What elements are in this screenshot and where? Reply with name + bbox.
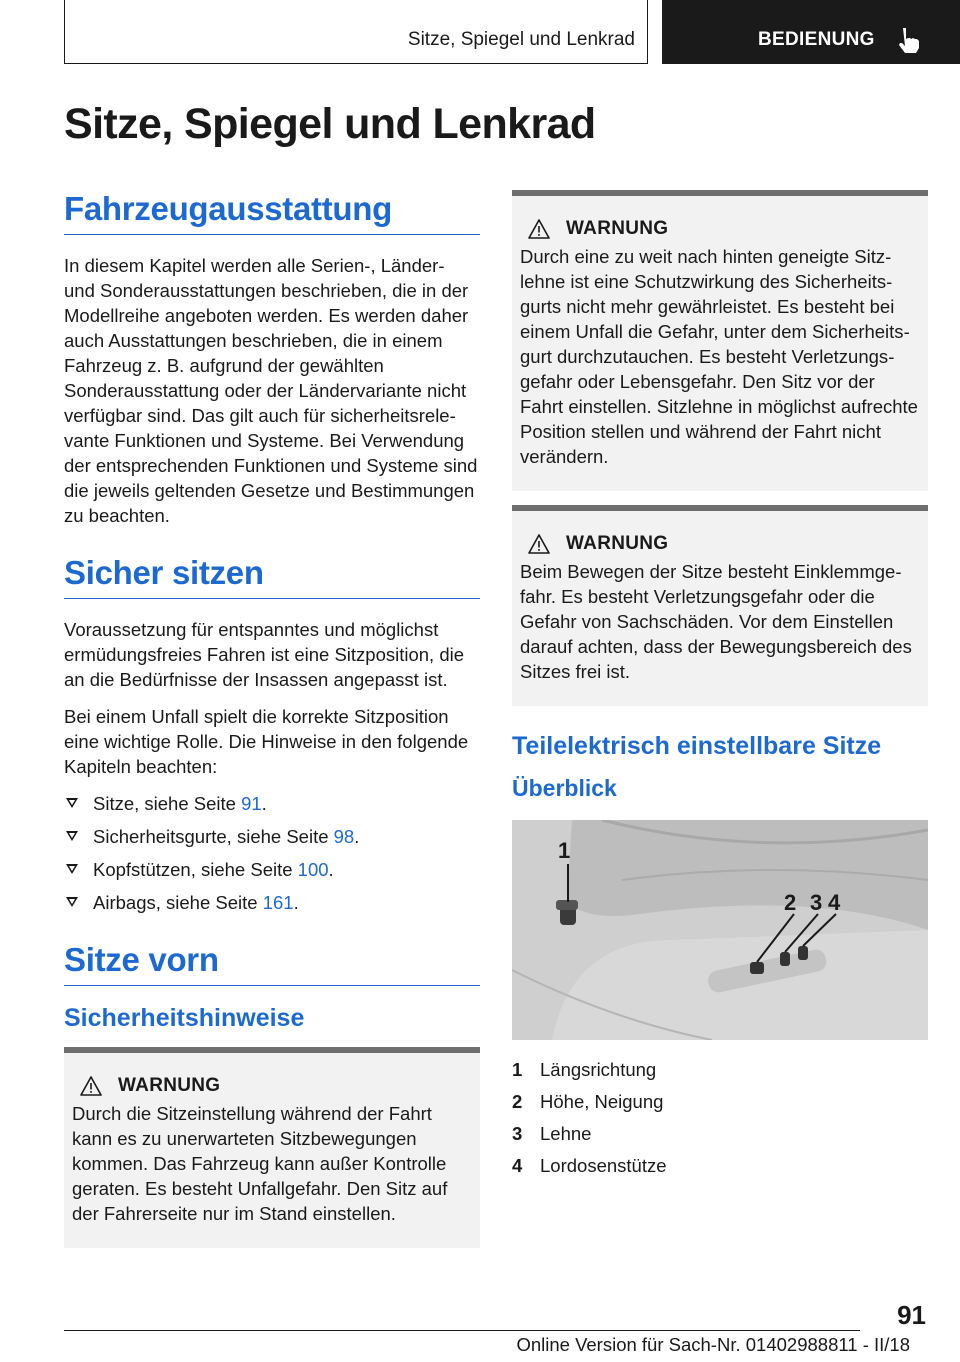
list-item: Sicherheitsgurte, siehe Seite 98. (64, 824, 480, 849)
list-item: Kopfstützen, siehe Seite 100. (64, 857, 480, 882)
figure-label-3: 3 (810, 890, 823, 915)
page-link[interactable]: 161 (262, 892, 294, 913)
header-tab-label: BEDIENUNG (758, 29, 875, 50)
warning-title: WARNUNG (118, 1075, 221, 1096)
warning-box (64, 1047, 480, 1248)
list-item: Sitze, siehe Seite 91. (64, 791, 480, 816)
legend-item: 3 Lehne (512, 1123, 592, 1144)
sitting-paragraph-1: Voraussetzung für entspanntes und möglichst ermüdungsfreies Fahren ist eine Sitzposition, die an die Bedürfnisse der Insassen angepasst ist. (64, 619, 465, 690)
warning-triangle-icon (528, 219, 550, 239)
left-column (64, 190, 480, 1262)
page-link[interactable]: 98 (333, 826, 355, 847)
page-title: Sitze, Spiegel und Lenkrad (64, 100, 596, 148)
heading-sicherheitshinweise: Sicherheitshinweise (64, 1004, 305, 1032)
warning-title: WARNUNG (566, 218, 669, 239)
footer-online-version: Online Version für Sach-Nr. 01402988811 - II/18 (516, 1334, 910, 1355)
list-item: Airbags, siehe Seite 161. (64, 890, 480, 915)
figure-label-1: 1 (558, 838, 571, 863)
heading-sitze-vorn: Sitze vorn (64, 941, 480, 986)
triangle-bullet-icon (66, 864, 78, 874)
warning-title: WARNUNG (566, 533, 669, 554)
seat-controls-figure (512, 820, 928, 1040)
warning-box (512, 190, 928, 491)
triangle-bullet-icon (66, 897, 78, 907)
header-tab-bedienung[interactable] (662, 0, 960, 64)
header-section-box (64, 0, 648, 64)
reference-list (64, 791, 480, 915)
footer-divider (64, 1330, 860, 1331)
figure-label-4: 4 (828, 890, 841, 915)
pointing-hand-icon (896, 26, 922, 54)
warning-text: Durch eine zu weit nach hinten geneigte Sitzlehne ist eine Schutzwirkung des Sicherheitsgurts nicht mehr gewährleistet. Es besteht bei einem Unfall die Gefahr, unter dem Sicherheitsgurt durchzutauchen. Es besteht Verletzungsgefahr oder Lebensgefahr. Den Sitz vor der Fahrt einstellen. Sitzlehne in möglichst aufrechte Position stellen und während der Fahrt nicht verändern. (520, 246, 918, 467)
warning-box (512, 505, 928, 706)
warning-triangle-icon (528, 534, 550, 554)
legend-item: 1 Längsrichtung (512, 1059, 657, 1080)
header-section-title: Sitze, Spiegel und Lenkrad (407, 29, 635, 50)
legend-item: 4 Lordosenstütze (512, 1155, 667, 1176)
warning-triangle-icon (80, 1076, 102, 1096)
triangle-bullet-icon (66, 798, 78, 808)
triangle-bullet-icon (66, 831, 78, 841)
figure-label-2: 2 (784, 890, 797, 915)
equipment-paragraph: In diesem Kapitel werden alle Serien-, Länder- und Sonderausstattungen beschrieben, die in der Modellreihe angeboten werden. Es werden daher auch Ausstattungen beschrieben, die in einem Fahrzeug z. B. aufgrund der gewählten Sonderausstattung oder der Ländervariante nicht verfügbar sind. Das gilt auch für sicherheitsrelevante Funktionen und Systeme. Bei Verwendung der entsprechenden Funktionen und Systeme sind die jeweils geltenden Gesetze und Bestimmungen zu beachten. (64, 255, 478, 526)
page-link[interactable]: 100 (297, 859, 329, 880)
right-column (512, 190, 928, 1185)
sitting-paragraph-2: Bei einem Unfall spielt die korrekte Sitzposition eine wichtige Rolle. Die Hinweise in den folgende Kapiteln beachten: (64, 706, 469, 777)
warning-text: Beim Bewegen der Sitze besteht Einklemmgefahr. Es besteht Verletzungsgefahr oder die Gefahr von Sachschäden. Vor dem Einstellen darauf achten, dass der Bewegungsbereich des Sitzes frei ist. (520, 561, 912, 682)
heading-teilelektrisch: Teilelektrisch einstellbare Sitze (512, 732, 882, 760)
heading-ueberblick: Überblick (512, 775, 617, 801)
legend-item: 2 Höhe, Neigung (512, 1091, 664, 1112)
warning-text: Durch die Sitzeinstellung während der Fahrt kann es zu unerwarteten Sitzbewegungen kommen. Das Fahrzeug kann außer Kontrolle geraten. Es besteht Unfallgefahr. Den Sitz auf der Fahrerseite nur im Stand einstellen. (72, 1103, 448, 1224)
page-number: 91 (897, 1300, 926, 1330)
figure-legend (512, 1057, 928, 1178)
heading-sicher-sitzen: Sicher sitzen (64, 554, 480, 599)
page-link[interactable]: 91 (241, 793, 262, 814)
heading-fahrzeugausstattung: Fahrzeugausstattung (64, 190, 480, 235)
